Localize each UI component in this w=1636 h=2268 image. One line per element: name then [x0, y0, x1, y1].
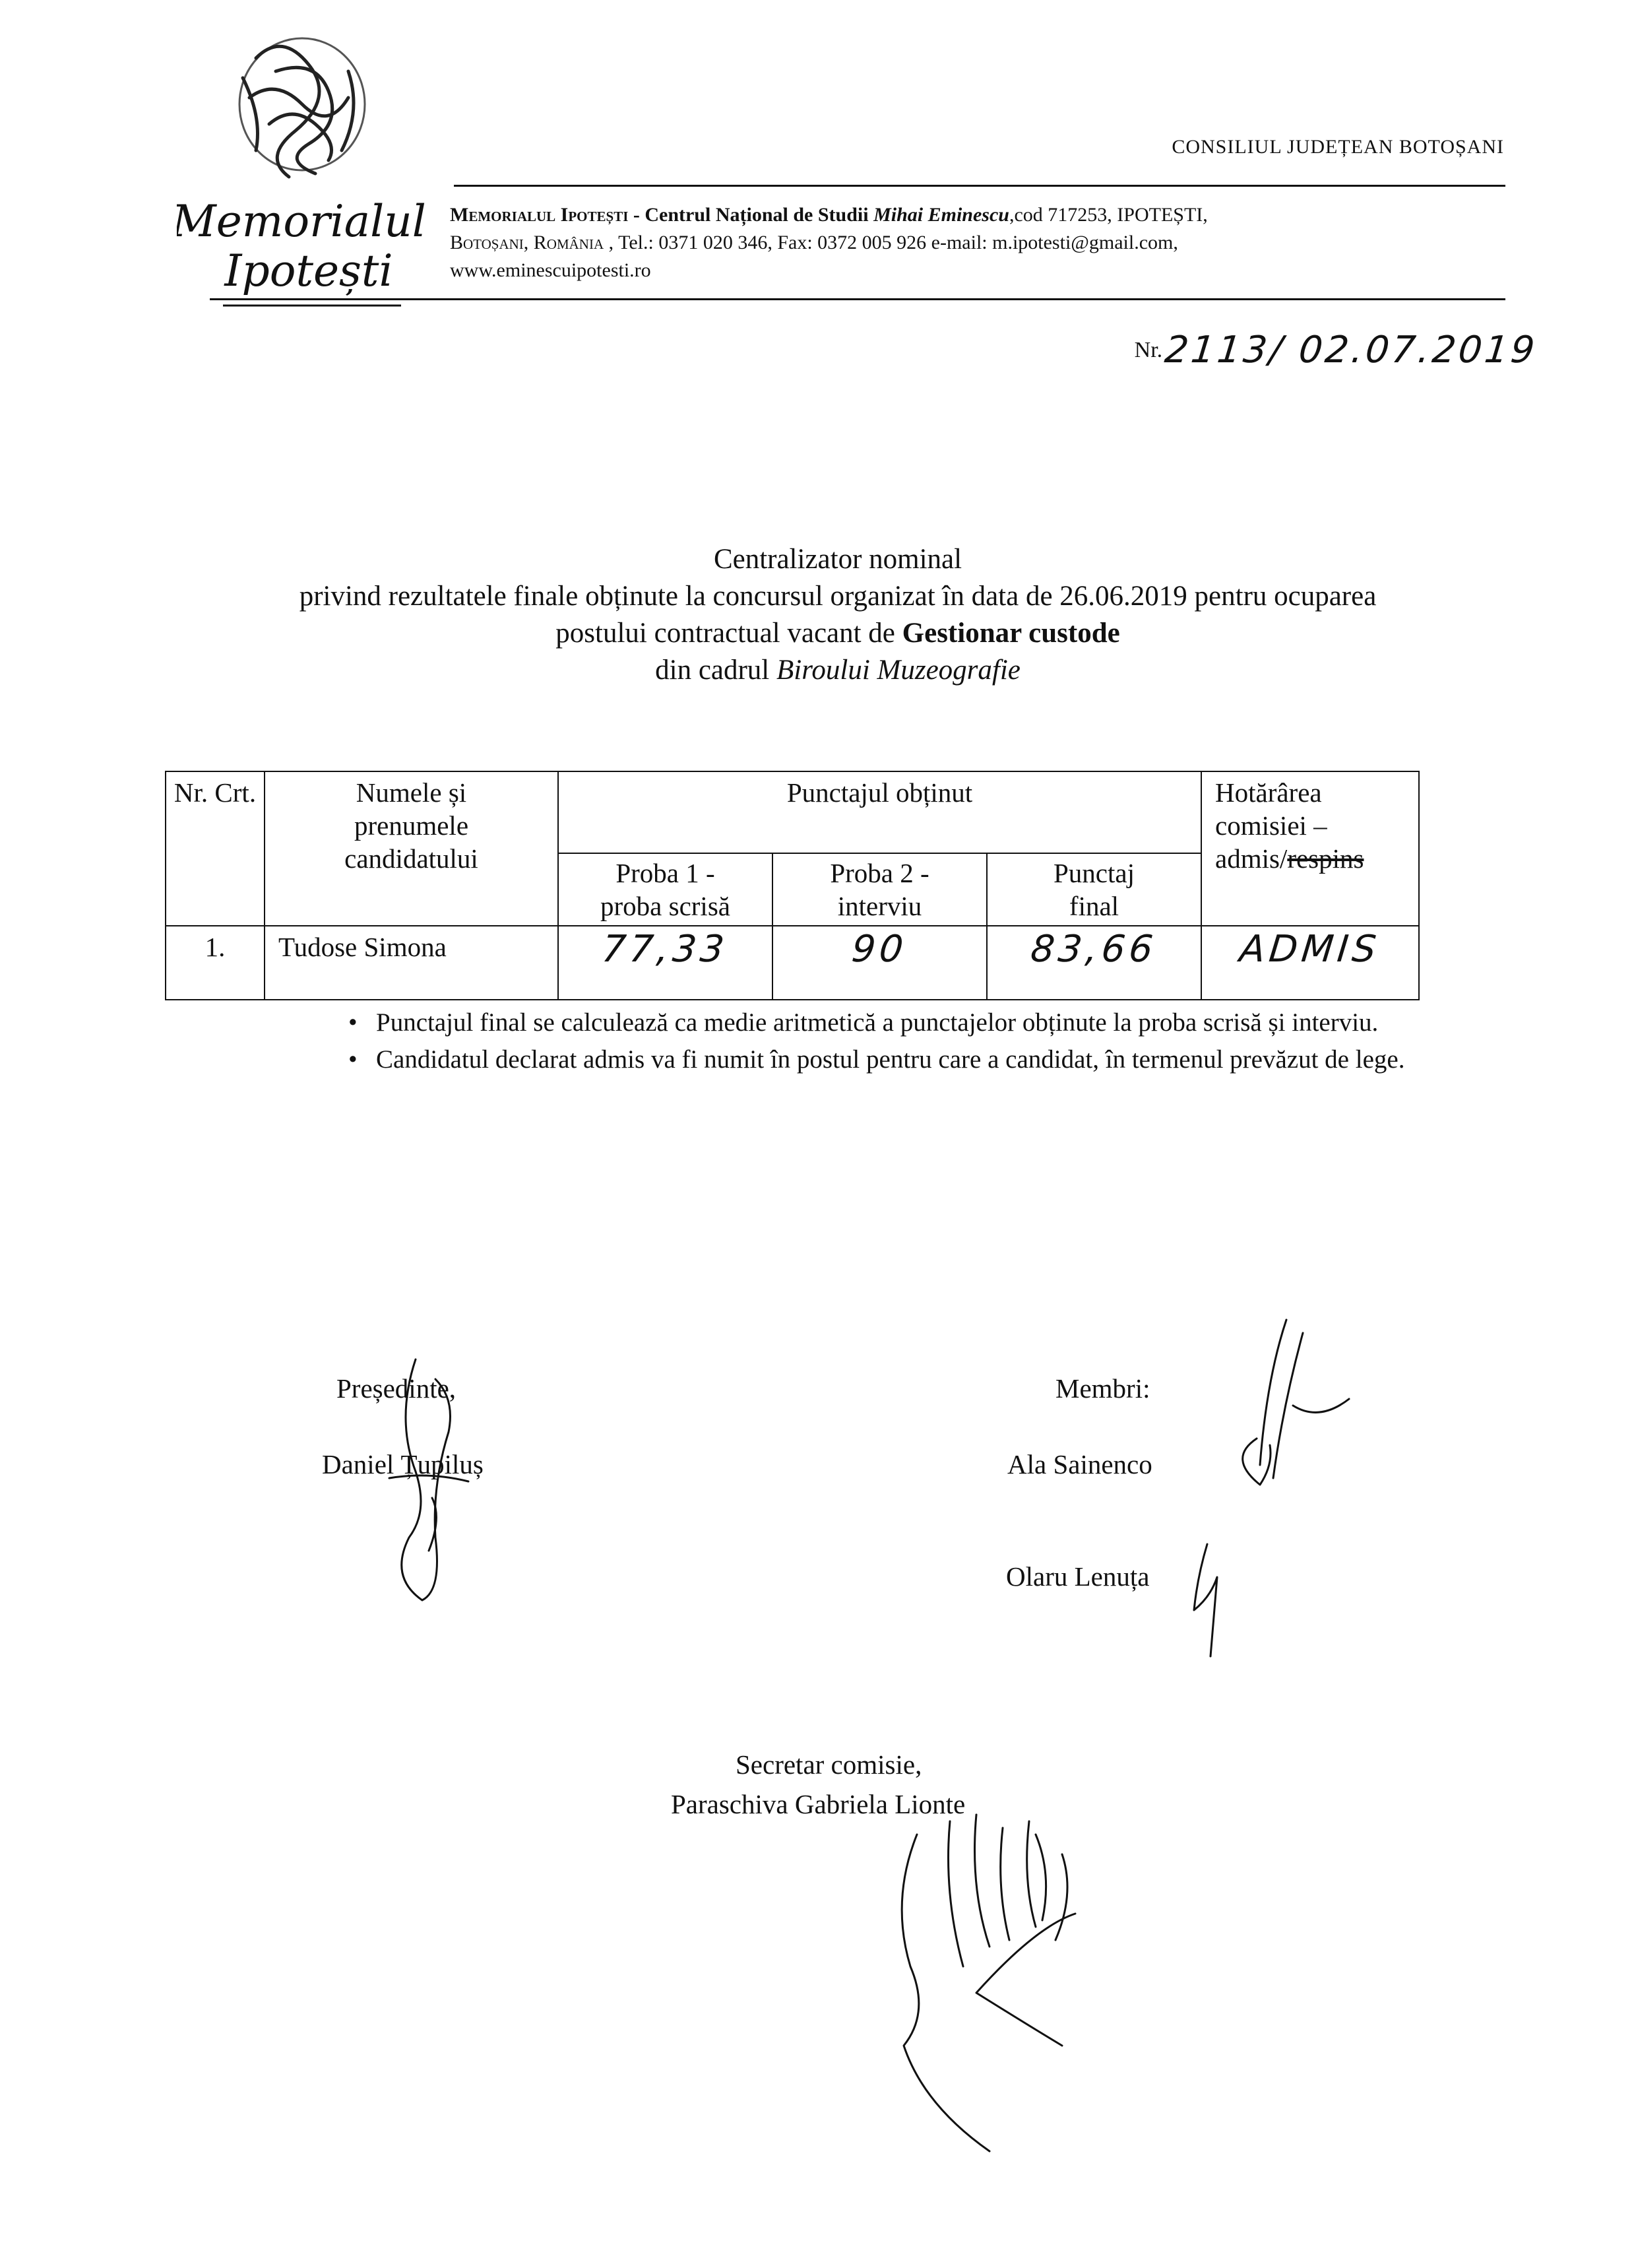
title-line4: din cadrul Biroului Muzeografie: [655, 655, 1021, 686]
table-row: [166, 926, 1419, 1000]
council-name: CONSILIUL JUDEȚEAN BOTOȘANI: [1172, 136, 1504, 158]
header-decision-struck: respins: [1287, 843, 1364, 874]
note-item: • Candidatul declarat admis va fi numit în postul pentru care a candidat, în termenul prevăzut de lege.: [343, 1043, 1524, 1076]
registration-handwritten: 2113/ 02.07.2019: [1162, 329, 1540, 372]
memorial-logo: [177, 18, 427, 309]
header-decision: Hotărârea comisiei – admis/respins: [1201, 771, 1419, 926]
president-signature: [369, 1340, 501, 1617]
results-table: [165, 771, 1420, 1000]
secretary-role: Secretar comisie,: [736, 1749, 922, 1780]
member2-name: Olaru Lenuța: [1006, 1561, 1150, 1592]
president-name: Daniel Țupiluș: [322, 1449, 484, 1479]
position-name: Gestionar custode: [902, 618, 1120, 649]
cell-proba1: 77,33: [558, 926, 772, 1000]
header-name: Numele și prenumele candidatului: [265, 771, 558, 926]
cell-decision: ADMIS: [1201, 926, 1419, 1000]
notes-list: [343, 1006, 1524, 1080]
cell-proba2: 90: [772, 926, 987, 1000]
address-line1: ,cod 717253, IPOTEȘTI,: [1009, 204, 1208, 226]
cell-final: 83,66: [987, 926, 1201, 1000]
members-role: Membri:: [1055, 1373, 1150, 1404]
header-rule-top: [454, 185, 1505, 187]
member2-signature: [1178, 1538, 1237, 1669]
secretary-signature: [877, 1795, 1115, 2164]
logo-line2: Ipotești: [224, 245, 393, 296]
institution-address: [450, 201, 1532, 284]
header-nr: Nr. Crt.: [166, 771, 265, 926]
title-line1: Centralizator nominal: [713, 544, 962, 575]
registration-prefix: Nr.: [1134, 337, 1163, 362]
title-line2: privind rezultatele finale obținute la concursul organizat în data de 26.06.2019 pentru ocuparea: [299, 581, 1377, 612]
institution-center: Centrul Național de Studii: [639, 204, 874, 226]
title-line3: postului contractual vacant de Gestionar custode: [555, 618, 1120, 649]
institution-patron: Mihai Eminescu: [873, 204, 1009, 226]
registration-number: [1134, 329, 1540, 372]
header-score: Punctajul obținut: [558, 771, 1201, 853]
department-name: Biroului Muzeografie: [776, 655, 1021, 686]
website-link[interactable]: www.eminescuipotesti.ro: [450, 259, 651, 281]
cell-name: Tudose Simona: [265, 926, 558, 1000]
header-rule-bottom: [210, 298, 1505, 300]
president-role: Președinte,: [336, 1373, 456, 1404]
address-contacts: , Tel.: 0371 020 346, Fax: 0372 005 926 e-mail: m.ipotesti@gmail.com,: [604, 232, 1178, 253]
member1-signature: [1194, 1307, 1366, 1505]
note-item: • Punctajul final se calculează ca medie aritmetică a punctajelor obținute la proba scrisă și interviu.: [343, 1006, 1524, 1039]
institution-name: Memorialul Ipotești -: [450, 204, 640, 226]
memorial-emblem-icon: [177, 18, 427, 309]
logo-line1: Memorialul: [177, 196, 426, 247]
header-proba1: Proba 1 - proba scrisă: [558, 853, 772, 926]
secretary-name: Paraschiva Gabriela Lionte: [671, 1789, 966, 1819]
header-proba2: Proba 2 - interviu: [772, 853, 987, 926]
document-title: [119, 541, 1557, 689]
address-city: Botoșani, România: [450, 232, 604, 253]
header-final: Punctaj final: [987, 853, 1201, 926]
cell-nr: 1.: [166, 926, 265, 1000]
member1-name: Ala Sainenco: [1007, 1449, 1152, 1479]
